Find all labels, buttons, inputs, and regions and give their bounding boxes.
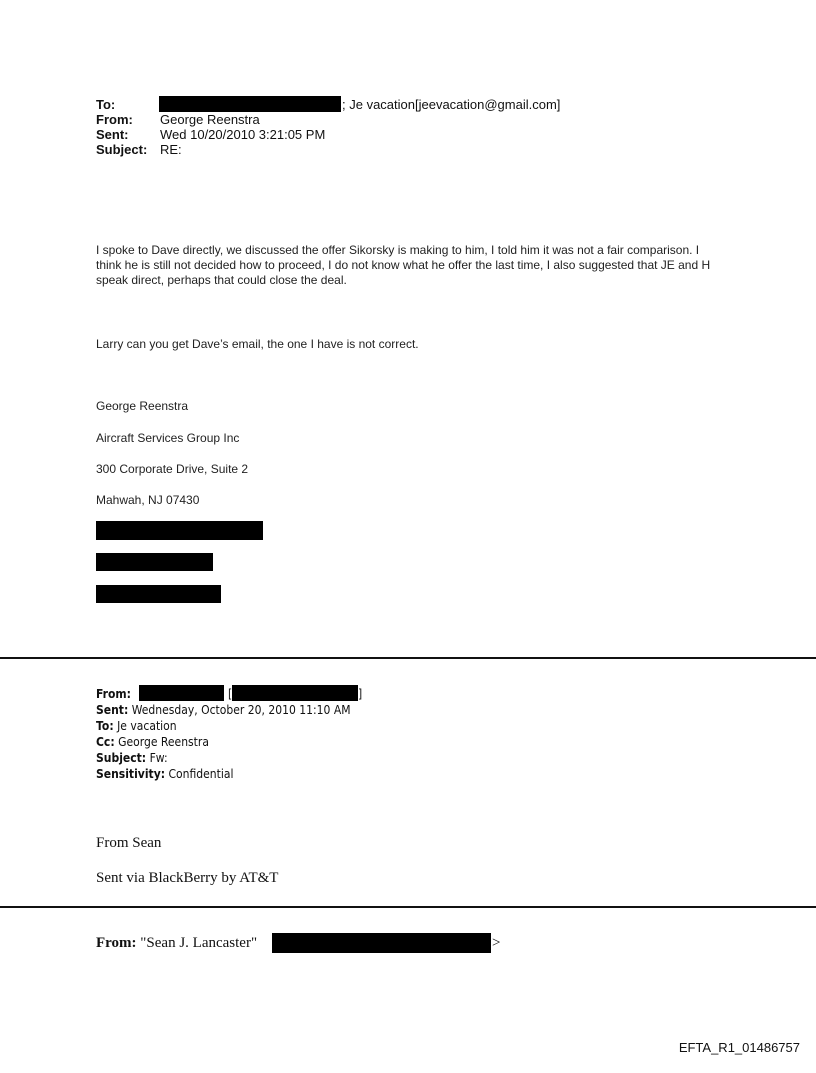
fwd-sensitivity-row [96, 766, 234, 782]
redaction-bar [272, 933, 491, 953]
redaction-bar [159, 96, 341, 112]
sent-row [96, 127, 496, 142]
fwd-sent-value: Wednesday, October 20, 2010 11:10 AM [131, 703, 351, 717]
signature-name: George Reenstra [96, 399, 189, 413]
fwd-cc-label: Cc: [96, 735, 115, 749]
body-paragraph: Larry can you get Dave’s email, the one I have is not correct. [96, 337, 419, 351]
from-label: From: [96, 112, 133, 127]
fwd-sent-label: Sent: [96, 703, 129, 717]
sent-label: Sent: [96, 127, 129, 142]
orig-from-tail: > [492, 935, 501, 951]
fwd-cc-row [96, 734, 209, 750]
separator-rule [0, 657, 816, 659]
fwd-to-label: To: [96, 719, 114, 733]
sent-value: Wed 10/20/2010 3:21:05 PM [160, 127, 326, 142]
redaction-bar [96, 585, 221, 603]
fwd-to-value: Je vacation [117, 719, 177, 733]
body-paragraph: I spoke to Dave directly, we discussed the offer Sikorsky is making to him, I told him it was not a fair comparison. I think he is still not decided how to proceed, I do not know what he offer the last time, I also suggested that JE and H speak direct, perhaps that could close the deal. [96, 243, 711, 287]
signature-company: Aircraft Services Group Inc [96, 431, 240, 445]
to-label: To: [96, 97, 116, 112]
orig-from-label: From: [96, 935, 137, 951]
fwd-body-line: From Sean [96, 835, 162, 851]
fwd-body-line: Sent via BlackBerry by AT&T [96, 870, 279, 886]
orig-from-value: "Sean J. Lancaster" [140, 935, 258, 951]
from-value: George Reenstra [160, 112, 260, 127]
from-row [96, 112, 496, 127]
fwd-subject-value: Fw: [149, 751, 168, 765]
fwd-to-row [96, 718, 177, 734]
to-row [96, 97, 696, 112]
fwd-sent-row [96, 702, 351, 718]
fwd-subject-row [96, 750, 168, 766]
redaction-bar [232, 685, 358, 701]
separator-rule [0, 906, 816, 908]
redaction-bar [139, 685, 224, 701]
fwd-bracket-open: [ [228, 687, 233, 701]
fwd-subject-label: Subject: [96, 751, 147, 765]
signature-city: Mahwah, NJ 07430 [96, 493, 200, 507]
redaction-bar [96, 521, 263, 540]
subject-value: RE: [160, 142, 182, 157]
redaction-bar [96, 553, 213, 571]
subject-label: Subject: [96, 142, 148, 157]
subject-row [96, 142, 496, 157]
signature-address: 300 Corporate Drive, Suite 2 [96, 462, 249, 476]
fwd-from-label: From: [96, 687, 132, 701]
fwd-bracket-close: ] [358, 687, 363, 701]
orig-from-row [96, 935, 257, 952]
fwd-sensitivity-value: Confidential [168, 767, 234, 781]
fwd-sensitivity-label: Sensitivity: [96, 767, 166, 781]
document-id: EFTA_R1_01486757 [678, 1040, 800, 1055]
to-value: ; Je vacation[jeevacation@gmail.com] [342, 97, 561, 112]
fwd-cc-value: George Reenstra [118, 735, 209, 749]
